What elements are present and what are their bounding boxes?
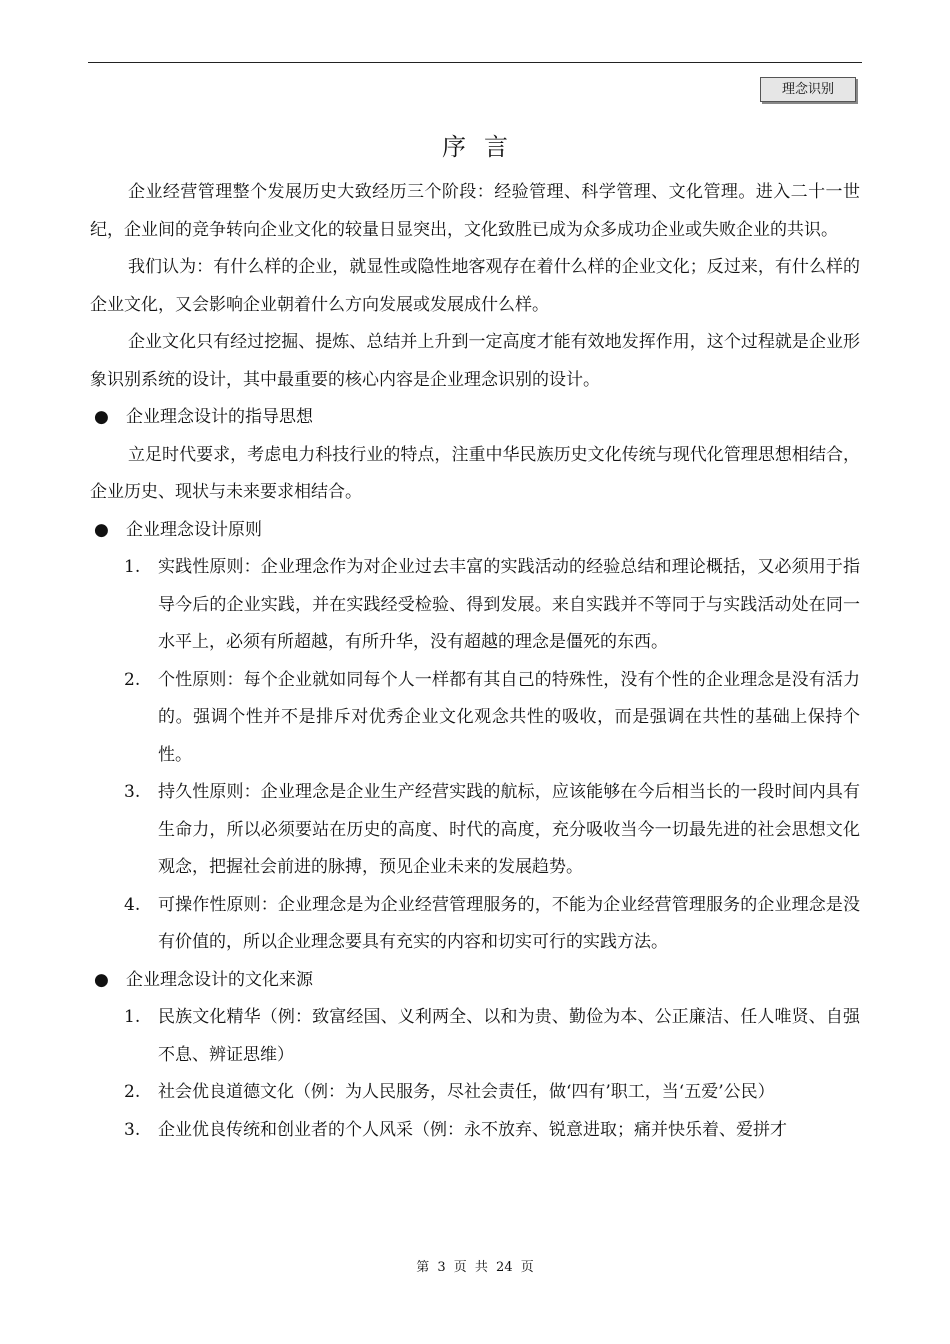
list-item — [90, 774, 860, 887]
section-heading-text: 企业理念设计原则 — [126, 519, 262, 540]
list-item-number: 2. — [124, 669, 141, 690]
bullet-icon: ● — [94, 407, 109, 427]
page-title: 序言 — [442, 133, 526, 161]
section-heading-text: 企业理念设计的文化来源 — [126, 969, 313, 990]
list-item-text: 企业优良传统和创业者的个人风采（例：永不放弃、锐意进取；痛并快乐着、爱拼才 — [158, 1119, 787, 1140]
guiding-idea-paragraph: 立足时代要求，考虑电力科技行业的特点，注重中华民族历史文化传统与现代化管理思想相结合，企业历史、现状与未来要求相结合。 — [90, 444, 860, 502]
section-tag: 理念识别 — [760, 77, 856, 102]
intro-paragraph-2: 我们认为：有什么样的企业，就显性或隐性地客观存在着什么样的企业文化；反过来，有什么样的企业文化，又会影响企业朝着什么方向发展或发展成什么样。 — [90, 257, 860, 315]
list-item-text: 实践性原则：企业理念作为对企业过去丰富的实践活动的经验总结和理论概括，又必须用于指导今后的企业实践，并在实践经受检验、得到发展。来自实践并不等同于与实践活动处在同一水平上，必须有所超越，有所升华，没有超越的理念是僵死的东西。 — [158, 557, 860, 652]
section-heading-guiding-idea — [90, 399, 860, 437]
list-item — [90, 1074, 860, 1112]
list-item — [90, 887, 860, 962]
section-heading-text: 企业理念设计的指导思想 — [126, 407, 313, 427]
list-item-number: 1. — [124, 1007, 141, 1027]
list-item-text: 持久性原则：企业理念是企业生产经营实践的航标，应该能够在今后相当长的一段时间内具有生命力，所以必须要站在历史的高度、时代的高度，充分吸收当今一切最先进的社会思想文化观念，把握社会前进的脉搏，预见企业未来的发展趋势。 — [158, 782, 860, 877]
list-item-number: 3. — [124, 782, 141, 802]
list-item — [90, 999, 860, 1074]
intro-paragraph-3: 企业文化只有经过挖掘、提炼、总结并上升到一定高度才能有效地发挥作用，这个过程就是企业形象识别系统的设计，其中最重要的核心内容是企业理念识别的设计。 — [90, 332, 860, 390]
page-footer: 第 3 页 共 24 页 — [416, 1260, 534, 1275]
list-item-number: 2. — [124, 1082, 141, 1102]
list-item — [90, 1112, 860, 1150]
document-body — [90, 174, 860, 1149]
section-heading-cultural-sources — [90, 962, 860, 1000]
list-item-number: 3. — [124, 1119, 141, 1140]
header-rule — [88, 62, 862, 63]
section-heading-principles — [90, 512, 860, 550]
list-item-number: 1. — [124, 557, 141, 577]
list-item-text: 民族文化精华（例：致富经国、义利两全、以和为贵、勤俭为本、公正廉洁、任人唯贤、自强不息、辨证思维） — [158, 1007, 860, 1065]
bullet-icon: ● — [94, 969, 109, 990]
list-item-text: 社会优良道德文化（例：为人民服务，尽社会责任，做‘四有’职工，当‘五爱’公民） — [158, 1082, 775, 1102]
list-item-number: 4. — [124, 894, 141, 915]
list-item-text: 个性原则：每个企业就如同每个人一样都有其自己的特殊性，没有个性的企业理念是没有活力的。强调个性并不是排斥对优秀企业文化观念共性的吸收，而是强调在共性的基础上保持个性。 — [158, 669, 860, 765]
intro-paragraph-1: 企业经营管理整个发展历史大致经历三个阶段：经验管理、科学管理、文化管理。进入二十一世纪，企业间的竞争转向企业文化的较量日显突出，文化致胜已成为众多成功企业或失败企业的共识。 — [90, 182, 860, 240]
list-item — [90, 662, 860, 775]
list-item — [90, 549, 860, 662]
bullet-icon: ● — [94, 519, 109, 540]
list-item-text: 可操作性原则：企业理念是为企业经营管理服务的，不能为企业经营管理服务的企业理念是没有价值的，所以企业理念要具有充实的内容和切实可行的实践方法。 — [158, 894, 860, 952]
